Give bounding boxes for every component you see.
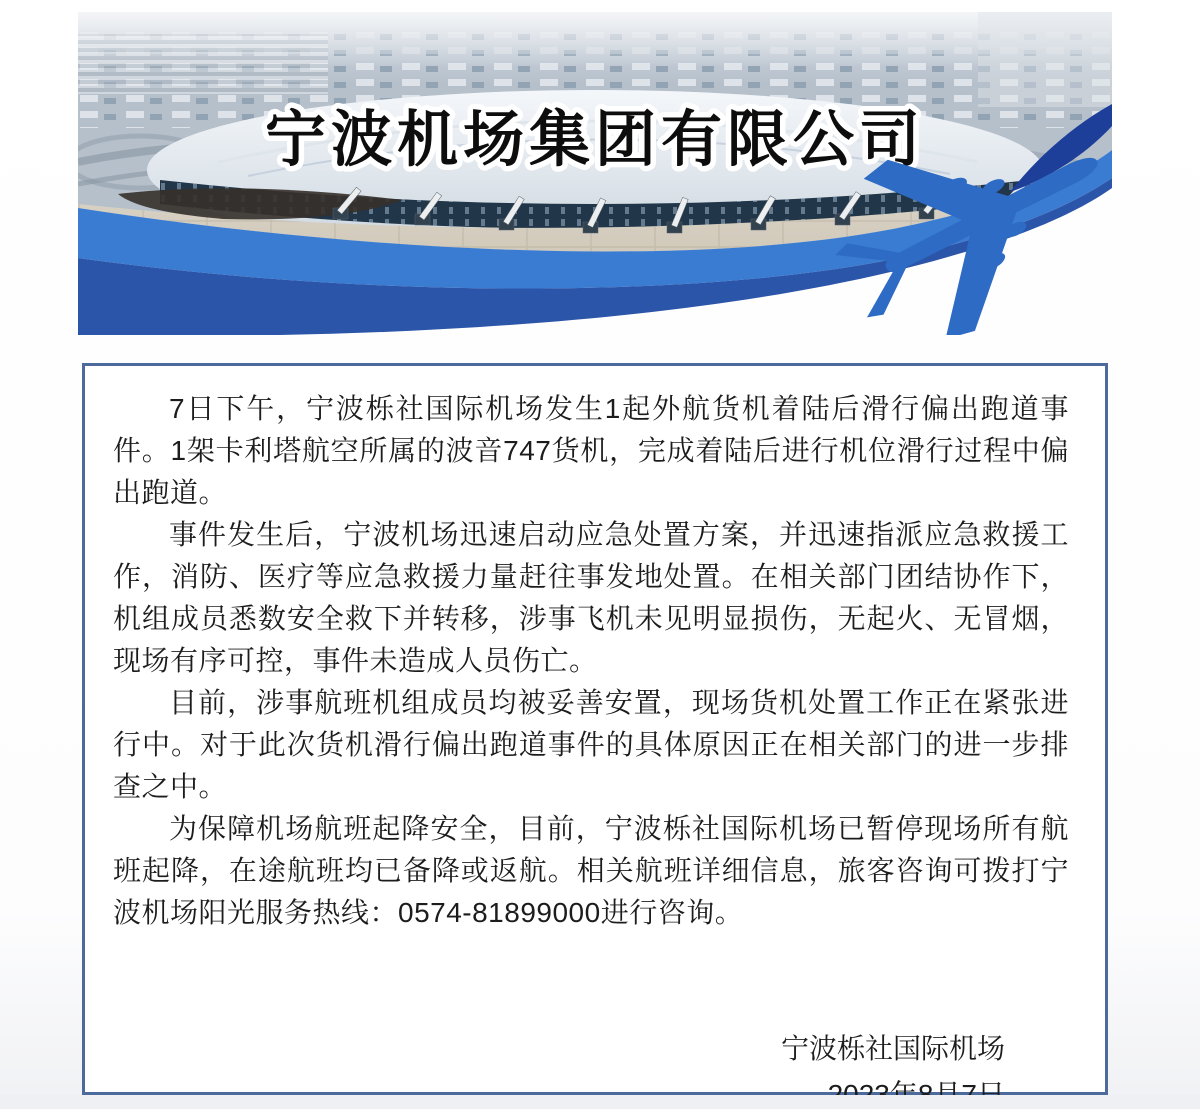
banner-graphic (78, 12, 1112, 335)
notice-paragraph-3: 目前，涉事航班机组成员均被妥善安置，现场货机处置工作正在紧张进行中。对于此次货机滑行偏出跑道事件的具体原因正在相关部门的进一步排查之中。 (113, 687, 1069, 802)
notice-box (82, 363, 1108, 1095)
notice-paragraph-1: 7日下午，宁波栎社国际机场发生1起外航货机着陆后滑行偏出跑道事件。1架卡利塔航空所属的波音747货机，完成着陆后进行机位滑行过程中偏出跑道。 (113, 393, 1069, 508)
header-banner (78, 12, 1112, 335)
notice-paragraph-4: 为保障机场航班起降安全，目前，宁波栎社国际机场已暂停现场所有航班起降，在途航班均已备降或返航。相关航班详细信息，旅客咨询可拨打宁波机场阳光服务热线：0574-81899000进行咨询。 (113, 813, 1069, 928)
signature-org: 宁波栎社国际机场 (780, 1033, 1005, 1064)
footer-strip (0, 1095, 1200, 1109)
notice-paragraph-2: 事件发生后，宁波机场迅速启动应急处置方案，并迅速指派应急救援工作，消防、医疗等应急救援力量赶往事发地处置。在相关部门团结协作下，机组成员悉数安全救下并转移，涉事飞机未见明显损伤，无起火、无冒烟，现场有序可控，事件未造成人员伤亡。 (113, 519, 1069, 676)
banner-title: 宁波机场集团有限公司 (264, 105, 926, 173)
